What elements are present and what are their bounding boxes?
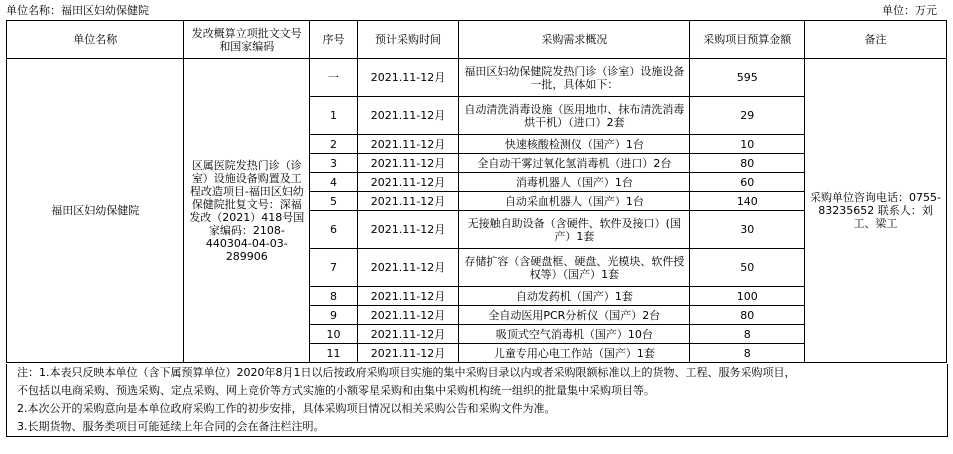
requirement-cell: 快速核酸检测仪（国产）1台 bbox=[459, 135, 690, 154]
budget-cell: 80 bbox=[690, 306, 805, 325]
requirement-cell: 消毒机器人（国产）1台 bbox=[459, 173, 690, 192]
serial-no-cell: 3 bbox=[310, 154, 358, 173]
budget-cell: 30 bbox=[690, 211, 805, 249]
serial-no-cell: 5 bbox=[310, 192, 358, 211]
expected-time-cell: 2021.11-12月 bbox=[357, 306, 458, 325]
footnotes bbox=[6, 364, 948, 437]
col-header-approval-code: 发改概算立项批文文号和国家编码 bbox=[184, 21, 310, 59]
serial-no-cell: 11 bbox=[310, 344, 358, 363]
requirement-cell: 无接触自助设备（含硬件、软件及接口）(国产）1套 bbox=[459, 211, 690, 249]
budget-cell: 595 bbox=[690, 59, 805, 97]
remarks-cell: 采购单位咨询电话：0755-83235652 联系人：刘工、梁工 bbox=[805, 59, 947, 363]
budget-cell: 29 bbox=[690, 97, 805, 135]
requirement-cell: 儿童专用心电工作站（国产）1套 bbox=[459, 344, 690, 363]
footnote-line: 注：1.本表只反映本单位（含下属预算单位）2020年8月1日以后按政府采购项目实施的集中采购目录以内或者采购限额标准以上的货物、工程、服务采购项目， bbox=[17, 366, 796, 379]
expected-time-cell: 2021.11-12月 bbox=[357, 59, 458, 97]
col-header-requirement: 采购需求概况 bbox=[459, 21, 690, 59]
expected-time-cell: 2021.11-12月 bbox=[357, 211, 458, 249]
requirement-cell: 自动发药机（国产）1套 bbox=[459, 287, 690, 306]
serial-no-cell: 1 bbox=[310, 97, 358, 135]
budget-cell: 60 bbox=[690, 173, 805, 192]
col-header-budget: 采购项目预算金额 bbox=[690, 21, 805, 59]
serial-no-cell: 10 bbox=[310, 325, 358, 344]
requirement-cell: 自动清洗消毒设施（医用地巾、抹布清洗消毒烘干机）（进口）2套 bbox=[459, 97, 690, 135]
unit-label: 单位名称：福田区妇幼保健院 bbox=[6, 4, 149, 17]
expected-time-cell: 2021.11-12月 bbox=[357, 97, 458, 135]
expected-time-cell: 2021.11-12月 bbox=[357, 192, 458, 211]
serial-no-cell: 4 bbox=[310, 173, 358, 192]
budget-cell: 100 bbox=[690, 287, 805, 306]
footnote-line: 不包括以电商采购、预选采购、定点采购、网上竞价等方式实施的小额零星采购和由集中采购机构统一组织的批量集中采购项目等。 bbox=[17, 384, 655, 397]
expected-time-cell: 2021.11-12月 bbox=[357, 173, 458, 192]
requirement-cell: 福田区妇幼保健院发热门诊（诊室）设施设备一批，具体如下： bbox=[459, 59, 690, 97]
serial-no-cell: 9 bbox=[310, 306, 358, 325]
expected-time-cell: 2021.11-12月 bbox=[357, 135, 458, 154]
serial-no-cell: 一 bbox=[310, 59, 358, 97]
expected-time-cell: 2021.11-12月 bbox=[357, 287, 458, 306]
col-header-unit-name: 单位名称 bbox=[7, 21, 184, 59]
col-header-serial-no: 序号 bbox=[310, 21, 358, 59]
expected-time-cell: 2021.11-12月 bbox=[357, 344, 458, 363]
budget-cell: 8 bbox=[690, 344, 805, 363]
budget-cell: 10 bbox=[690, 135, 805, 154]
budget-cell: 80 bbox=[690, 154, 805, 173]
requirement-cell: 自动采血机器人（国产）1台 bbox=[459, 192, 690, 211]
budget-cell: 140 bbox=[690, 192, 805, 211]
approval-code-cell: 区属医院发热门诊（诊室）设施设备购置及工程改造项目-福田区妇幼保健院批复文号：深福发改（2021）418号国家编码：2108-440304-04-03-289906 bbox=[184, 59, 310, 363]
currency-unit-label: 单位：万元 bbox=[882, 4, 937, 17]
expected-time-cell: 2021.11-12月 bbox=[357, 249, 458, 287]
serial-no-cell: 7 bbox=[310, 249, 358, 287]
col-header-expected-time: 预计采购时间 bbox=[357, 21, 458, 59]
requirement-cell: 全自动干雾过氧化氢消毒机（进口）2台 bbox=[459, 154, 690, 173]
serial-no-cell: 2 bbox=[310, 135, 358, 154]
procurement-table bbox=[6, 20, 947, 363]
serial-no-cell: 6 bbox=[310, 211, 358, 249]
table-row bbox=[7, 59, 947, 97]
footnote-line: 3.长期货物、服务类项目可能延续上年合同的会在备注栏注明。 bbox=[17, 420, 325, 433]
footnote-line: 2.本次公开的采购意向是本单位政府采购工作的初步安排，具体采购项目情况以相关采购公告和采购文件为准。 bbox=[17, 402, 556, 415]
requirement-cell: 全自动医用PCR分析仪（国产）2台 bbox=[459, 306, 690, 325]
expected-time-cell: 2021.11-12月 bbox=[357, 325, 458, 344]
requirement-cell: 存储扩容（含硬盘框、硬盘、光模块、软件授权等）（国产）1套 bbox=[459, 249, 690, 287]
col-header-remarks: 备注 bbox=[805, 21, 947, 59]
expected-time-cell: 2021.11-12月 bbox=[357, 154, 458, 173]
requirement-cell: 吸顶式空气消毒机（国产）10台 bbox=[459, 325, 690, 344]
table-header-row bbox=[7, 21, 947, 59]
budget-cell: 8 bbox=[690, 325, 805, 344]
serial-no-cell: 8 bbox=[310, 287, 358, 306]
budget-cell: 50 bbox=[690, 249, 805, 287]
unit-name-cell: 福田区妇幼保健院 bbox=[7, 59, 184, 363]
